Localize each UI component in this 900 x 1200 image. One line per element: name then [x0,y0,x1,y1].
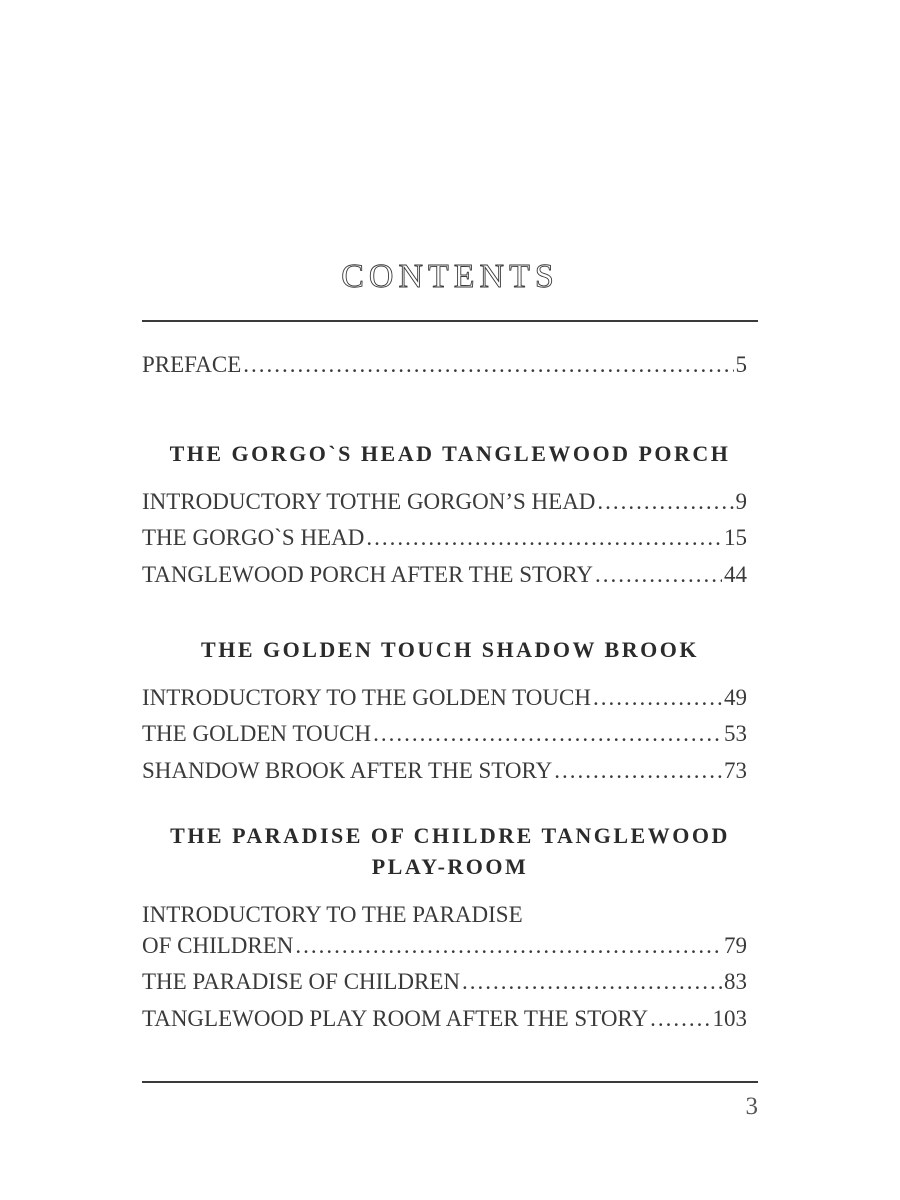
dot-leader [597,487,733,517]
toc-entry-label: TANGLEWOOD PLAY ROOM AFTER THE STORY [142,1006,649,1031]
toc-entry-label: THE PARADISE OF CHILDREN [142,969,460,994]
toc-entry[interactable] [142,967,747,997]
page-title: CONTENTS [341,258,559,295]
toc-entry-page: 49 [724,685,747,710]
section-heading: THE PARADISE OF CHILDRE TANGLEWOOD [170,823,730,848]
toc-entry-page: 103 [712,1006,747,1031]
toc-entry-preface[interactable] [142,350,747,380]
toc-entry-page: 44 [724,562,747,587]
toc-entry-label: TANGLEWOOD PORCH AFTER THE STORY [142,562,593,587]
toc-entry[interactable] [142,719,747,749]
toc-entry-label: SHANDOW BROOK AFTER THE STORY [142,758,553,783]
section-heading-continued: PLAY-ROOM [371,854,529,879]
toc-entry[interactable] [142,683,747,713]
toc-entry-page: 79 [724,933,747,958]
dot-leader [295,931,722,961]
section-heading: THE GOLDEN TOUCH SHADOW BROOK [201,637,699,662]
bottom-rule [142,1081,758,1083]
toc-entry[interactable] [142,523,747,553]
toc-entry-label: THE GOLDEN TOUCH [142,721,372,746]
toc-entry-label: PREFACE [142,352,242,377]
dot-leader [373,719,722,749]
section-heading: THE GORGO`S HEAD TANGLEWOOD PORCH [169,441,731,466]
toc-entry-label: OF CHILDREN [142,933,294,958]
dot-leader [462,967,722,997]
dot-leader [650,1004,710,1034]
toc-entry-page: 73 [724,758,747,783]
toc-entry-page: 15 [724,525,747,550]
toc-entry-label: INTRODUCTORY TOTHE GORGON’S HEAD [142,489,596,514]
toc-entry-page: 5 [735,352,747,377]
toc-entry[interactable] [142,560,747,590]
dot-leader [595,560,722,590]
toc-entry[interactable] [142,487,747,517]
dot-leader [593,683,722,713]
toc-entry[interactable] [142,1004,747,1034]
toc-entry-label: THE GORGO`S HEAD [142,525,365,550]
toc-entry[interactable] [142,756,747,786]
toc-entry-page: 53 [724,721,747,746]
toc-entry-label: INTRODUCTORY TO THE GOLDEN TOUCH [142,685,591,710]
toc-entry-first-line: INTRODUCTORY TO THE PARADISE [142,902,523,927]
page-number: 3 [745,1093,758,1120]
dot-leader [366,523,722,553]
toc-entry-page: 83 [724,969,747,994]
dot-leader [243,350,733,380]
toc-entry-page: 9 [735,489,747,514]
dot-leader [554,756,722,786]
toc-entry[interactable] [142,931,747,961]
top-rule [142,320,758,322]
